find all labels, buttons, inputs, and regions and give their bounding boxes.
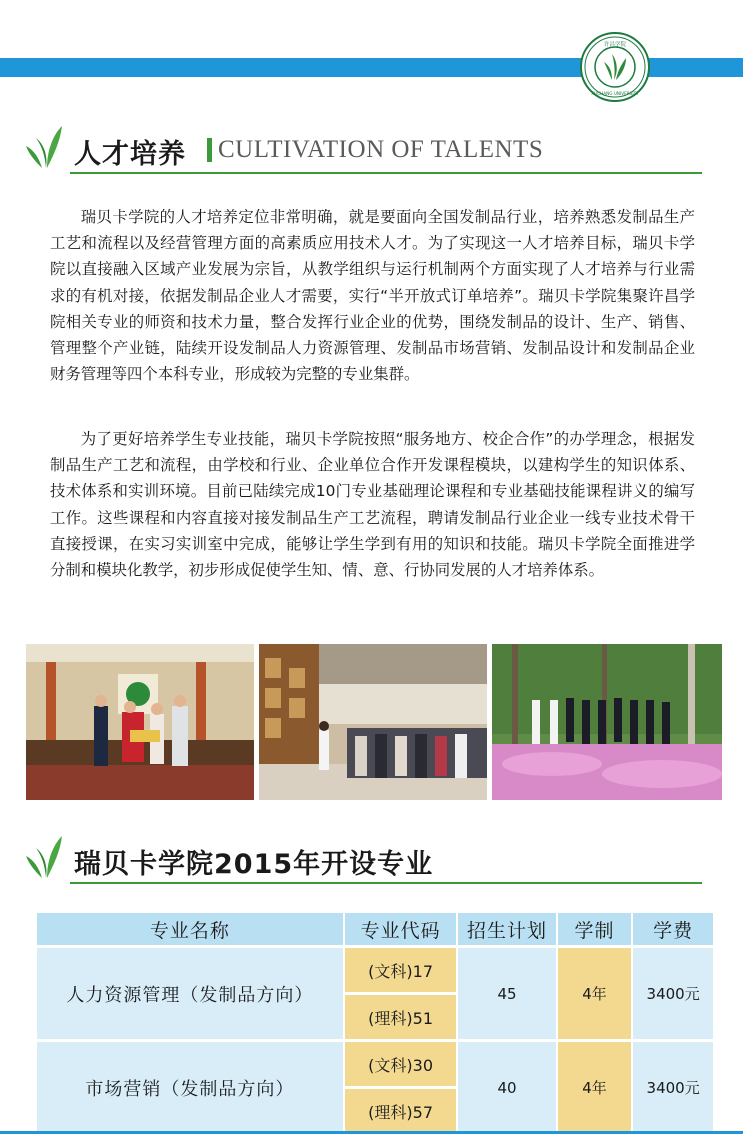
section-title-cn: 人才培养 xyxy=(74,139,186,170)
paragraph-2: 为了更好培养学生专业技能，瑞贝卡学院按照“服务地方、校企合作”的办学理念，根据发制品生产工艺和流程，由学校和行业、企业单位合作开发课程模块，以建构学生的知识体系、技术体系和实训环境。目前已陆续完成10门专业基础理论课程和专业基础技能课程讲义的编写工作。这些课程和内容直接对接发制品生产工艺流程，聘请发制品行业企业一线专业技术骨干直接授课，在实习实训室中完成，能够让学生学到有用的知识和技能。瑞贝卡学院全面推进学分制和模块化教学，初步形成促使学生知、情、意、行协同发展的人才培养体系。 xyxy=(50,430,695,580)
section-header-talents xyxy=(22,124,702,174)
header-tuition: 学费 xyxy=(633,913,713,945)
green-leaf-icon xyxy=(22,124,70,172)
major-code-science: (理科)57 xyxy=(345,1089,456,1133)
duration-cell: 4年 xyxy=(558,1042,632,1133)
section-underline xyxy=(70,172,702,174)
section-underline xyxy=(70,882,702,884)
major-code-science: (理科)51 xyxy=(345,995,456,1039)
photo-training-room xyxy=(259,644,487,800)
section-header-majors xyxy=(22,834,702,884)
table-row xyxy=(37,948,713,992)
title-divider xyxy=(207,138,212,162)
duration-cell: 4年 xyxy=(558,948,632,1039)
major-name-cell: 市场营销（发制品方向） xyxy=(37,1042,343,1133)
major-name-cell: 人力资源管理（发制品方向） xyxy=(37,948,343,1039)
table-row xyxy=(37,1042,713,1086)
major-code-arts: (文科)30 xyxy=(345,1042,456,1086)
xuchang-university-seal-icon xyxy=(582,34,648,100)
green-leaf-icon xyxy=(22,834,70,882)
paragraph-1: 瑞贝卡学院的人才培养定位非常明确，就是要面向全国发制品行业，培养熟悉发制品生产工艺和流程以及经营管理方面的高素质应用技术人才。为了实现这一人才培养目标，瑞贝卡学院以直接融入区域产业发展为宗旨，从教学组织与运行机制两个方面实现了人才培养与行业需求的有机对接，依据发制品企业人才需要，实行“半开放式订单培养”。瑞贝卡学院集聚许昌学院相关专业的师资和技术力量，整合发挥行业企业的优势，围绕发制品的设计、生产、销售、管理整个产业链，陆续开设发制品人力资源管理、发制品市场营销、发制品设计和发制品企业财务管理等四个本科专业，形成较为完整的专业集群。 xyxy=(50,208,695,384)
header-major-name: 专业名称 xyxy=(37,913,343,945)
enrollment-plan-cell: 40 xyxy=(458,1042,555,1133)
table-header-row xyxy=(37,913,713,945)
header-duration: 学制 xyxy=(558,913,632,945)
logo-cn-text: 许昌学院 xyxy=(603,42,627,48)
major-code-arts: (文科)17 xyxy=(345,948,456,992)
university-logo xyxy=(580,32,650,102)
logo-en-text: XUCHANG UNIVERSITY xyxy=(591,91,639,96)
enrollment-plan-cell: 45 xyxy=(458,948,555,1039)
header-major-code: 专业代码 xyxy=(345,913,456,945)
tuition-cell: 3400元 xyxy=(633,1042,713,1133)
photo-ceremony xyxy=(26,644,254,800)
header-enrollment-plan: 招生计划 xyxy=(458,913,555,945)
tuition-cell: 3400元 xyxy=(633,948,713,1039)
photo-garden xyxy=(492,644,722,800)
section-title-majors: 瑞贝卡学院2015年开设专业 xyxy=(74,849,434,880)
section-title-en: CULTIVATION OF TALENTS xyxy=(218,136,544,163)
majors-table xyxy=(35,910,715,1136)
